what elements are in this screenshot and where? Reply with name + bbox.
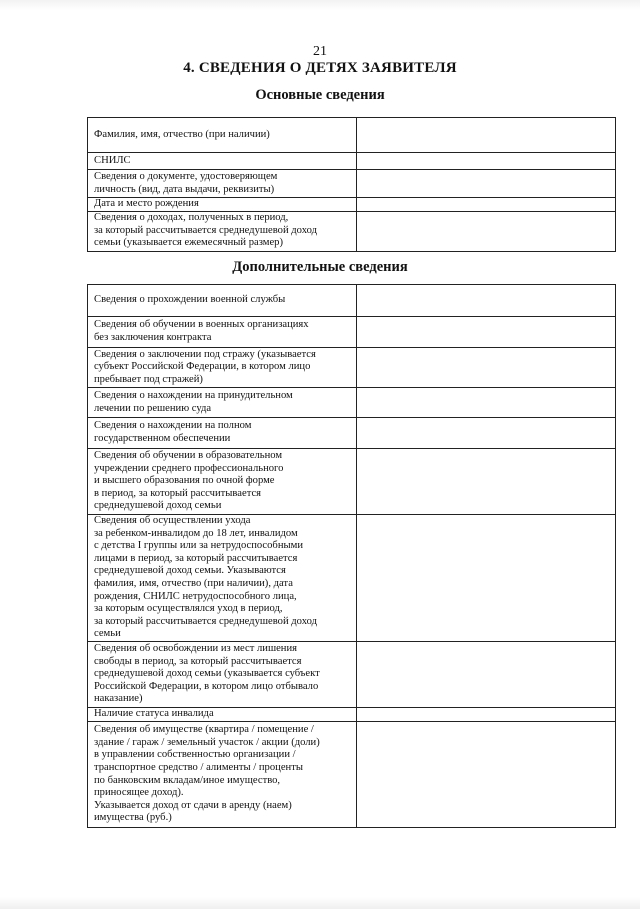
row-label: Сведения о доходах, полученных в период, за который рассчитывается среднедушевой доход семьи (указывается ежемесячный размер) bbox=[88, 211, 357, 251]
table-row bbox=[88, 708, 616, 722]
row-value-field[interactable] bbox=[357, 708, 616, 722]
row-label: Сведения о документе, удостоверяющем личность (вид, дата выдачи, реквизиты) bbox=[88, 170, 357, 198]
additional-info-heading: Дополнительные сведения bbox=[232, 259, 408, 275]
row-value-field[interactable] bbox=[357, 515, 616, 642]
table-row bbox=[88, 285, 616, 317]
row-label: Сведения об обучении в военных организациях без заключения контракта bbox=[88, 317, 357, 348]
row-value-field[interactable] bbox=[357, 418, 616, 449]
row-label: Сведения об имуществе (квартира / помещение / здание / гараж / земельный участок / акции (доли) в управлении собственностью организации / транспортное средство / алименты / проценты по банковским вкладам/иное имущество, приносящее доход). Указывается доход от сдачи в аренду (наем) имущества (руб.) bbox=[88, 722, 357, 828]
row-label: Дата и место рождения bbox=[88, 198, 357, 212]
table-row bbox=[88, 722, 616, 828]
basic-info-heading: Основные сведения bbox=[255, 87, 385, 103]
basic-info-table bbox=[87, 117, 616, 252]
table-row bbox=[88, 118, 616, 153]
row-label: Сведения о прохождении военной службы bbox=[88, 285, 357, 317]
table-row bbox=[88, 449, 616, 515]
row-value-field[interactable] bbox=[357, 198, 616, 212]
row-value-field[interactable] bbox=[357, 722, 616, 828]
table-row bbox=[88, 388, 616, 418]
table-row bbox=[88, 170, 616, 198]
table-row bbox=[88, 515, 616, 642]
row-label: Фамилия, имя, отчество (при наличии) bbox=[88, 118, 357, 153]
row-value-field[interactable] bbox=[357, 317, 616, 348]
row-label: Сведения об обучении в образовательном учреждении среднего профессионального и высшего образования по очной форме в период, за который рассчитывается среднедушевой доход семьи bbox=[88, 449, 357, 515]
scan-edge-bottom bbox=[0, 897, 640, 909]
row-value-field[interactable] bbox=[357, 449, 616, 515]
table-row bbox=[88, 198, 616, 212]
table-row bbox=[88, 348, 616, 388]
row-label: Сведения о заключении под стражу (указывается субъект Российской Федерации, в котором лицо пребывает под стражей) bbox=[88, 348, 357, 388]
table-row bbox=[88, 642, 616, 708]
section-title: 4. СВЕДЕНИЯ О ДЕТЯХ ЗАЯВИТЕЛЯ bbox=[183, 60, 457, 76]
table-row bbox=[88, 317, 616, 348]
row-label: Сведения о нахождении на принудительном лечении по решению суда bbox=[88, 388, 357, 418]
row-value-field[interactable] bbox=[357, 211, 616, 251]
row-label: Сведения о нахождении на полном государственном обеспечении bbox=[88, 418, 357, 449]
page-number: 21 bbox=[313, 44, 327, 59]
row-label: СНИЛС bbox=[88, 153, 357, 170]
row-label: Сведения об освобождении из мест лишения свободы в период, за который рассчитывается среднедушевой доход семьи (указывается субъект Российской Федерации, в котором лицо отбывало наказание) bbox=[88, 642, 357, 708]
table-row bbox=[88, 153, 616, 170]
row-value-field[interactable] bbox=[357, 348, 616, 388]
row-label: Наличие статуса инвалида bbox=[88, 708, 357, 722]
row-value-field[interactable] bbox=[357, 388, 616, 418]
additional-info-table bbox=[87, 284, 616, 828]
row-value-field[interactable] bbox=[357, 118, 616, 153]
table-row bbox=[88, 418, 616, 449]
table-row bbox=[88, 211, 616, 251]
row-value-field[interactable] bbox=[357, 153, 616, 170]
scan-edge-top bbox=[0, 0, 640, 10]
row-value-field[interactable] bbox=[357, 642, 616, 708]
row-value-field[interactable] bbox=[357, 170, 616, 198]
row-value-field[interactable] bbox=[357, 285, 616, 317]
row-label: Сведения об осуществлении ухода за ребенком-инвалидом до 18 лет, инвалидом с детства I группы или за нетрудоспособными лицами в период, за который рассчитывается среднедушевой доход семьи. Указываются фамилия, имя, отчество (при наличии), дата рождения, СНИЛС нетрудоспособного лица, за которым осуществлялся уход в период, за который рассчитывается среднедушевой доход семьи bbox=[88, 515, 357, 642]
